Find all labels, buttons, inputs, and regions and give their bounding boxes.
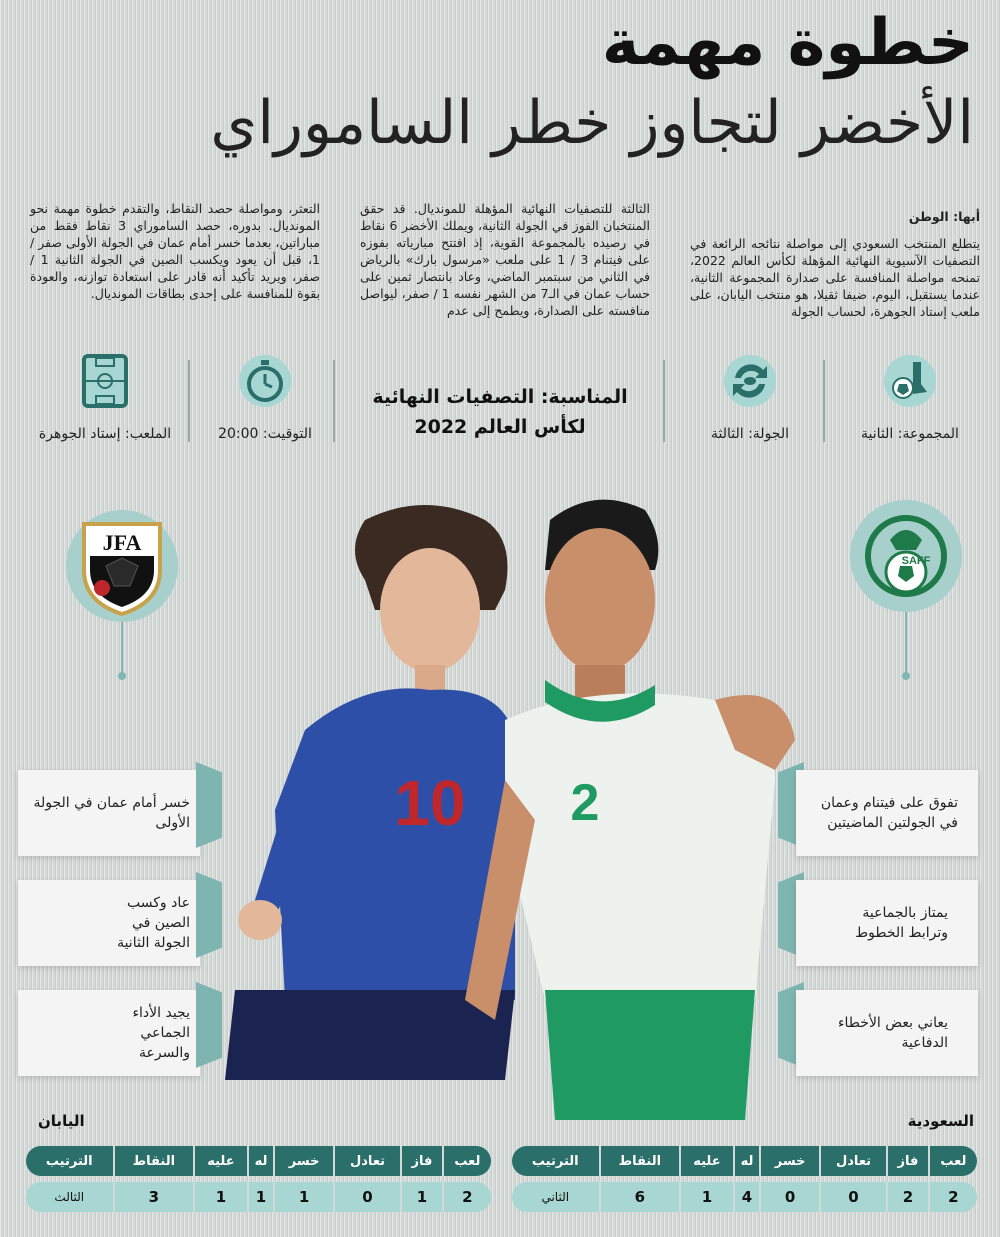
value-points: 3 bbox=[115, 1182, 196, 1212]
article-column-2 bbox=[360, 200, 650, 319]
divider bbox=[333, 360, 335, 442]
headline-sub: الأخضر لتجاوز خطر الساموراي bbox=[210, 88, 974, 158]
connector-line bbox=[905, 612, 907, 674]
jfa-crest-icon bbox=[66, 510, 178, 622]
value-drawn: 0 bbox=[335, 1182, 402, 1212]
saudi-point-text: يعاني بعض الأخطاء الدفاعية bbox=[837, 1015, 948, 1051]
value-drawn: 0 bbox=[821, 1182, 888, 1212]
header-points: النقاط bbox=[601, 1146, 682, 1176]
header-goals-for: له bbox=[735, 1146, 762, 1176]
value-played: 2 bbox=[930, 1182, 977, 1212]
svg-text:10: 10 bbox=[394, 767, 466, 839]
japan-emblem bbox=[66, 510, 178, 622]
value-goals-for: 4 bbox=[735, 1182, 762, 1212]
info-time-label: التوقيت: 20:00 bbox=[218, 426, 312, 442]
japan-point-text: عاد وكسب الصين في الجولة الثانية bbox=[117, 895, 190, 951]
japan-point-card bbox=[18, 880, 200, 966]
article-text-2: الثالثة للتصفيات النهائية المؤهلة للمونديال. قد حقق المنتخبان الفوز في الجولة الثانية، ويملك الأخضر 6 نقاط في رصيده بالمجموعة القوية، إذ افتتح مبارياته بفوزه على فيتنام 3 / 1 على ملعب «مرسول بارك» بالرياض في الثاني من سبتمبر الماضي، وعاد بانتصار ثمين على حساب عمان في الـ7 من الشهر نفسه 1 / صفر، ليواصل منافسته على الصدارة، ويطمح إلى عدم bbox=[360, 201, 650, 318]
info-stadium bbox=[30, 354, 180, 442]
value-played: 2 bbox=[444, 1182, 491, 1212]
standings-header-row bbox=[26, 1146, 491, 1176]
header-goals-against: عليه bbox=[195, 1146, 248, 1176]
round-cycle-icon bbox=[723, 354, 777, 408]
saudi-emblem bbox=[850, 500, 962, 612]
jfa-logo-text: JFA bbox=[102, 530, 142, 555]
info-round-label: الجولة: الثالثة bbox=[710, 426, 789, 442]
value-goals-against: 1 bbox=[195, 1182, 248, 1212]
connector-dot bbox=[902, 672, 910, 680]
value-goals-against: 1 bbox=[681, 1182, 734, 1212]
japan-point-text: يجيد الأداء الجماعي والسرعة bbox=[132, 1005, 190, 1061]
connector-line bbox=[121, 622, 123, 674]
saudi-team-label: السعودية bbox=[907, 1112, 974, 1130]
football-group-icon bbox=[883, 354, 937, 408]
japan-team-label: اليابان bbox=[38, 1112, 85, 1130]
japan-standings-table bbox=[26, 1146, 491, 1212]
info-round bbox=[690, 354, 810, 442]
value-lost: 0 bbox=[761, 1182, 820, 1212]
header-goals-for: له bbox=[249, 1146, 276, 1176]
header-points: النقاط bbox=[115, 1146, 196, 1176]
japan-point-card bbox=[18, 990, 200, 1076]
value-rank: الثاني bbox=[512, 1182, 601, 1212]
header-drawn: تعادل bbox=[821, 1146, 888, 1176]
value-rank: الثالث bbox=[26, 1182, 115, 1212]
divider bbox=[663, 360, 665, 442]
article-body bbox=[30, 200, 980, 345]
card-tab bbox=[196, 872, 222, 958]
value-goals-for: 1 bbox=[249, 1182, 276, 1212]
info-occasion bbox=[350, 382, 650, 442]
value-won: 1 bbox=[402, 1182, 444, 1212]
header-lost: خسر bbox=[275, 1146, 334, 1176]
japan-point-text: خسر أمام عمان في الجولة الأولى bbox=[33, 795, 190, 831]
header-played: لعب bbox=[930, 1146, 977, 1176]
value-won: 2 bbox=[888, 1182, 930, 1212]
players-illustration bbox=[215, 480, 815, 1120]
article-text-3: التعثر، ومواصلة حصد النقاط، والتقدم خطوة مهمة نحو المونديال. بدوره، حصد الساموراي 3 نقاط فقط من مباراتين، بعدما خسر أمام عمان في الجولة الأولى صفر / 1، قبل أن يعود ويكسب الصين في الجولة الثانية 1 /صفر، ويريد تأكيد أنه قادر على استعادة توازنه، والعودة بقوة للمنافسة على إحدى بطاقات المونديال. bbox=[30, 201, 320, 301]
standings-header-row bbox=[512, 1146, 977, 1176]
dateline: أبها: الوطن bbox=[908, 209, 980, 224]
header-rank: الترتيب bbox=[26, 1146, 115, 1176]
connector-dot bbox=[118, 672, 126, 680]
divider bbox=[188, 360, 190, 442]
info-time bbox=[210, 354, 320, 442]
info-group bbox=[845, 354, 975, 442]
card-tab bbox=[196, 762, 222, 848]
saff-logo-text: SAFF bbox=[901, 555, 931, 567]
saudi-player-figure bbox=[465, 500, 795, 1120]
article-text-1: يتطلع المنتخب السعودي إلى مواصلة نتائجه الرائعة في التصفيات الآسيوية النهائية المؤهلة لكأس العالم 2022، تمنحه مواصلة المنافسة على صدارة المجموعة الثانية، عندما يستقبل، اليوم، ضيفا ثقيلا، هو منتخب اليابان، على ملعب إستاد الجوهرة، لحساب الجولة bbox=[690, 236, 980, 319]
article-column-1 bbox=[690, 208, 980, 320]
saudi-point-card bbox=[796, 770, 978, 856]
header-won: فاز bbox=[888, 1146, 930, 1176]
stopwatch-icon bbox=[238, 354, 292, 408]
saudi-point-text: يمتاز بالجماعية وترابط الخطوط bbox=[855, 905, 948, 941]
saudi-point-text: تفوق على فيتنام وعمان في الجولتين الماضيتين bbox=[820, 795, 958, 831]
header-played: لعب bbox=[444, 1146, 491, 1176]
divider bbox=[823, 360, 825, 442]
standings-value-row bbox=[26, 1182, 491, 1212]
header-goals-against: عليه bbox=[681, 1146, 734, 1176]
standings-value-row bbox=[512, 1182, 977, 1212]
header-won: فاز bbox=[402, 1146, 444, 1176]
saudi-standings-table bbox=[512, 1146, 977, 1212]
info-stadium-label: الملعب: إستاد الجوهرة bbox=[38, 426, 172, 442]
saudi-point-card bbox=[796, 990, 978, 1076]
info-group-label: المجموعة: الثانية bbox=[861, 426, 959, 442]
occasion-line-2: لكأس العالم 2022 bbox=[414, 416, 586, 438]
card-tab bbox=[196, 982, 222, 1068]
japan-point-card bbox=[18, 770, 200, 856]
value-lost: 1 bbox=[275, 1182, 334, 1212]
article-column-3 bbox=[30, 200, 320, 302]
saudi-point-card bbox=[796, 880, 978, 966]
saff-crest-icon bbox=[850, 500, 962, 612]
pitch-icon bbox=[78, 354, 132, 408]
header-drawn: تعادل bbox=[335, 1146, 402, 1176]
header-rank: الترتيب bbox=[512, 1146, 601, 1176]
headline-main: خطوة مهمة bbox=[601, 6, 974, 80]
occasion-line-1: المناسبة: التصفيات النهائية bbox=[372, 386, 628, 408]
svg-text:2: 2 bbox=[570, 774, 600, 832]
value-points: 6 bbox=[601, 1182, 682, 1212]
match-info-bar bbox=[25, 352, 975, 452]
header-lost: خسر bbox=[761, 1146, 820, 1176]
